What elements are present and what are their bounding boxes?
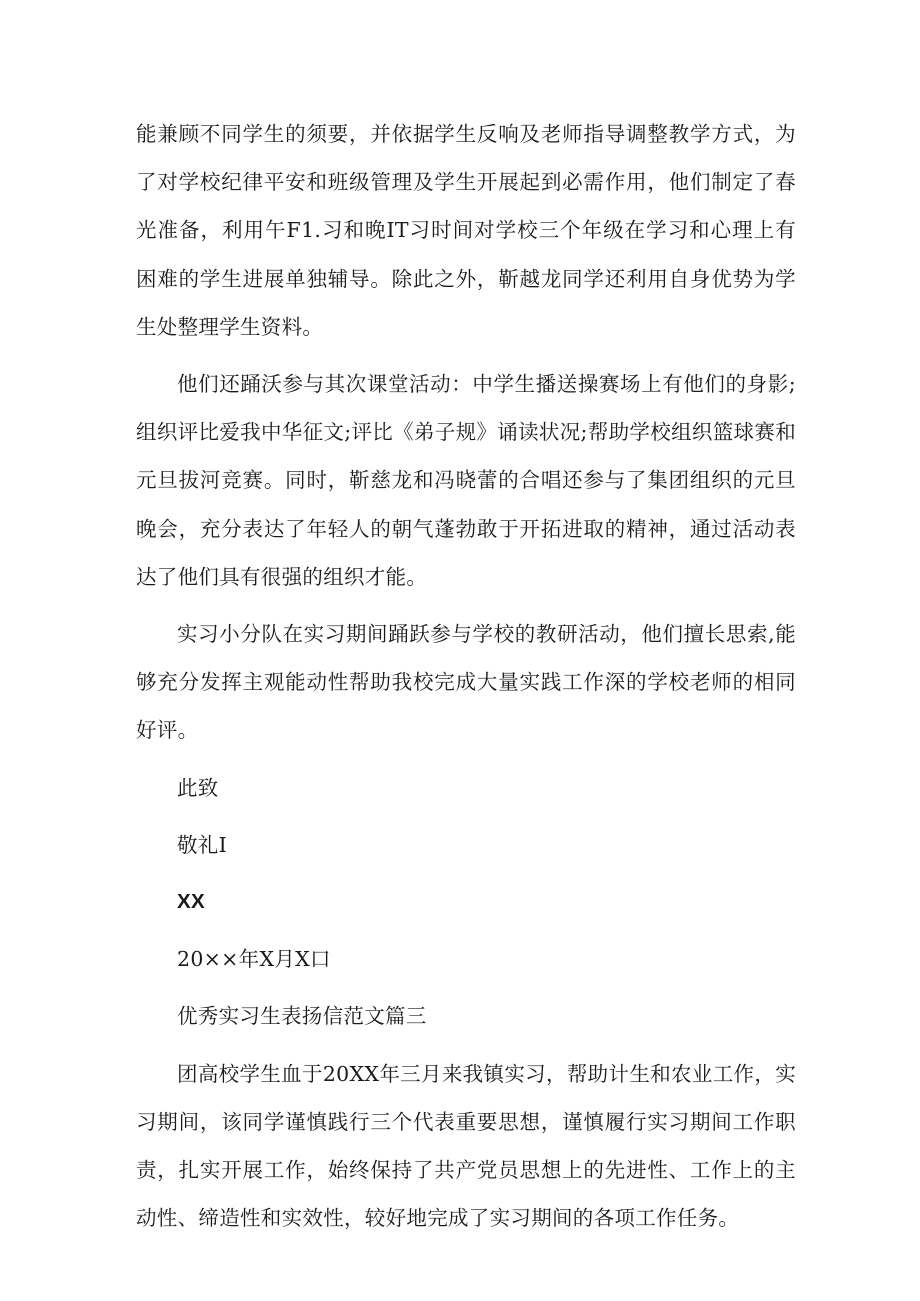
closing-salutation: 此致: [177, 775, 219, 800]
paragraph-continuation: 能兼顾不同学生的须要，并依据学生反响及老师指导调整教学方式，为了对学校纪律平安和班级管理及学生开展起到必需作用，他们制定了春光准备，利用午F1.习和晚IT习时间对学校三个年级在学习和心理上有困难的学生进展单独辅导。除此之外，靳越龙同学还利用自身优势为学生处整理学生资料。: [136, 122, 796, 339]
signature: XX: [177, 890, 205, 914]
paragraph-activities: 他们还踊沃参与其次课堂活动：中学生播送操赛场上有他们的身影;组织评比爱我中华征文;评比《弟子规》诵读状况;帮助学校组织篮球赛和元旦拔河竞赛。同时，靳慈龙和冯晓蕾的合唱还参与了集团组织的元旦晚会，充分表达了年轻人的朝气蓬勃敢于开拓进取的精神，通过活动表达了他们具有很强的组织才能。: [136, 372, 796, 589]
section-title: 优秀实习生表扬信范文篇三: [177, 1004, 427, 1029]
document-body: [136, 110, 796, 1251]
letter-date: 20××年X月X口: [177, 947, 331, 972]
paragraph-section-three: 团高校学生血于20XX年三月来我镇实习，帮助计生和农业工作，实习期间，该同学谨慎践行三个代表重要思想，谨慎履行实习期间工作职责，扎实开展工作，始终保持了共产党员思想上的先进性、工作上的主动性、缔造性和实效性，较好地完成了实习期间的各项工作任务。: [136, 1061, 796, 1231]
paragraph-teaching-research: 实习小分队在实习期间踊跃参与学校的教研活动，他们擅长思索,能够充分发挥主观能动性帮助我校完成大量实践工作深的学校老师的相同好评。: [136, 622, 796, 743]
closing-regards: 敬礼I: [177, 832, 227, 857]
